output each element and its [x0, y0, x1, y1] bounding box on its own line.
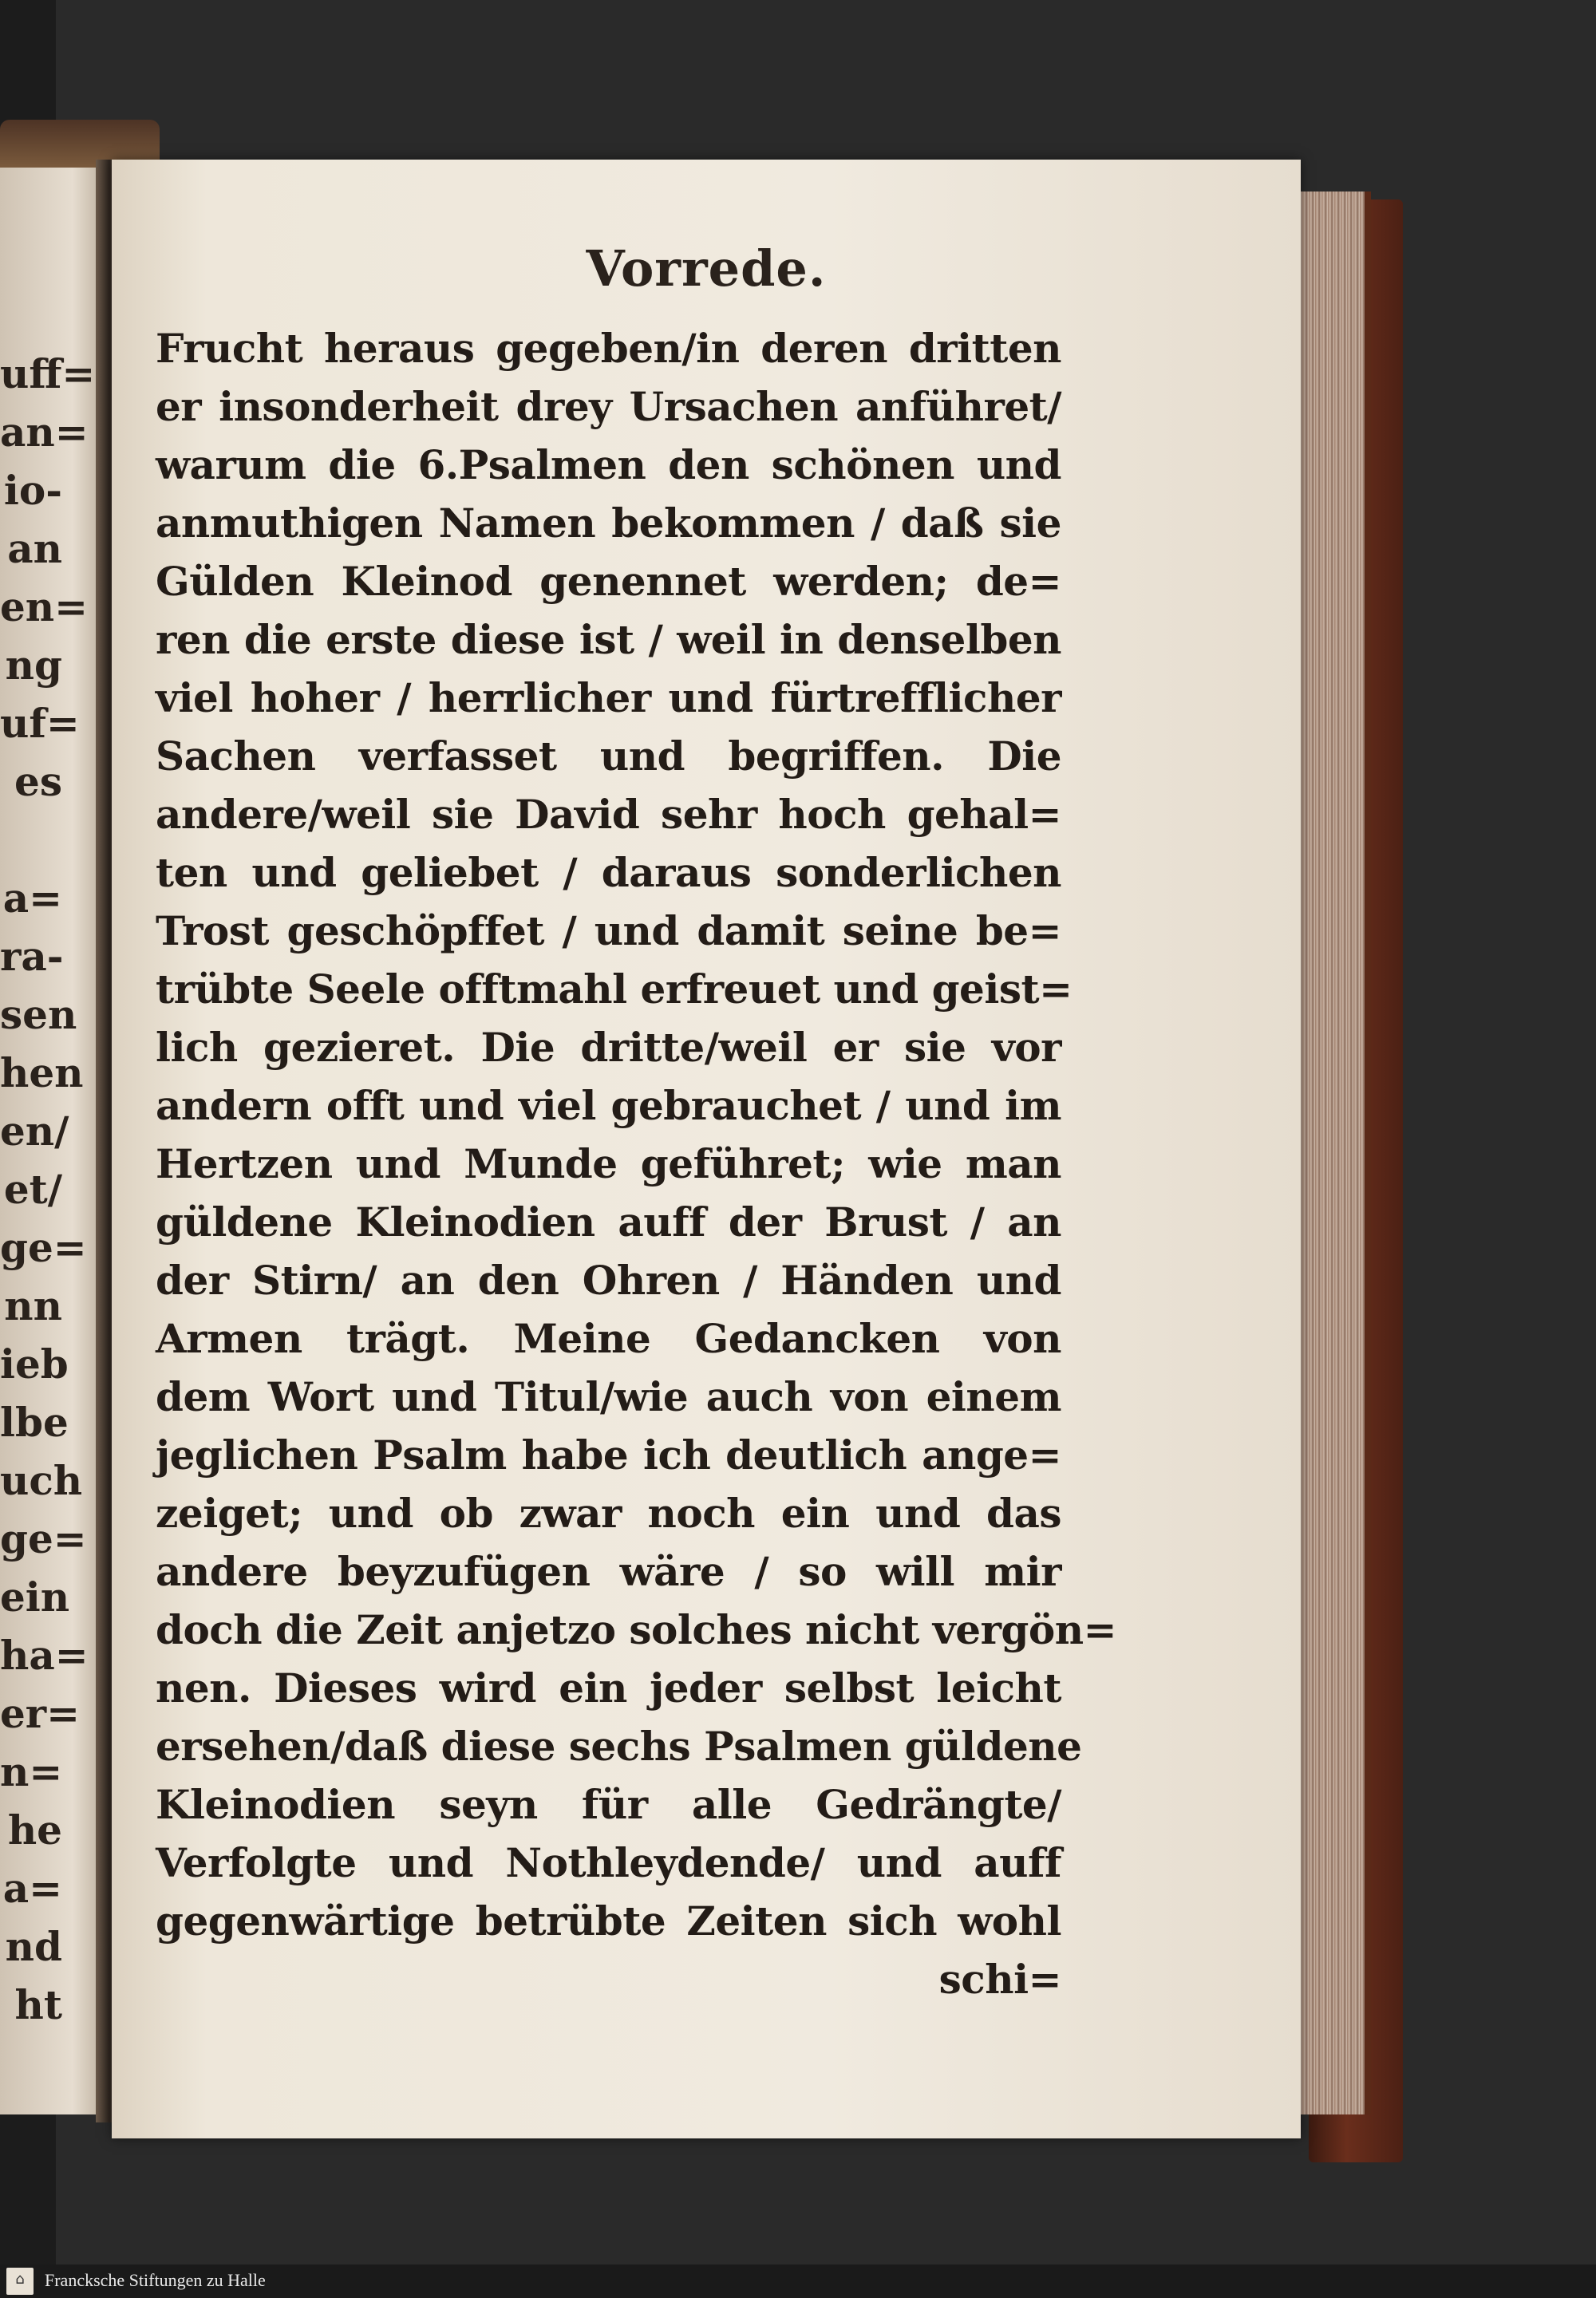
fragment-line: ra- [0, 933, 64, 980]
fragment-line: a= [2, 1865, 62, 1912]
page-body-text [156, 319, 1116, 2008]
left-page-text-fragments [0, 345, 96, 2034]
fragment-line: hen [0, 1049, 84, 1096]
text-line: Hertzen und Munde geführet; wie man [156, 1140, 1061, 1187]
fragment-line: ein [0, 1573, 70, 1621]
text-line: ten und geliebet / daraus sonderlichen [156, 849, 1061, 896]
fragment-line: uff= [0, 350, 96, 397]
text-line: lich gezieret. Die dritte/weil er sie vor [156, 1024, 1061, 1071]
fragment-line: uch [0, 1457, 83, 1504]
fragment-line: an= [0, 409, 89, 456]
fragment-line: nd [5, 1923, 62, 1970]
left-page [0, 168, 104, 2114]
text-line: warum die 6.Psalmen den schönen und [156, 441, 1061, 488]
text-line: trübte Seele offtmahl erfreuet und geist= [156, 965, 1073, 1013]
fragment-line: an [7, 525, 62, 572]
logo-emblem-icon: ⌂ [15, 2271, 25, 2288]
fragment-line: uf= [0, 700, 80, 747]
text-line: Sachen verfasset und begriffen. Die [156, 732, 1061, 780]
footer-credit: Francksche Stiftungen zu Halle [45, 2270, 266, 2290]
fragment-line: io- [3, 467, 62, 514]
page-title: Vorrede. [586, 239, 827, 298]
text-line: andern offt und viel gebrauchet / und im [156, 1082, 1061, 1129]
text-line: ren die erste diese ist / weil in denselben [156, 616, 1061, 663]
fragment-line: ieb [0, 1340, 69, 1388]
fragment-line: ge= [0, 1515, 87, 1562]
text-line: zeiget; und ob zwar noch ein und das [156, 1490, 1061, 1537]
fragment-line [0, 811, 62, 869]
text-line: Verfolgte und Nothleydende/ und auff [156, 1839, 1061, 1886]
fragment-line: er= [0, 1690, 81, 1737]
text-line: doch die Zeit anjetzo solches nicht vergön= [156, 1606, 1116, 1653]
text-line: jeglichen Psalm habe ich deutlich ange= [156, 1431, 1061, 1479]
catchword: schi= [938, 1956, 1061, 2003]
text-line: er insonderheit drey Ursachen anführet/ [156, 383, 1061, 430]
fragment-line: en= [0, 583, 89, 630]
text-line: viel hoher / herrlicher und fürtrefflicher [156, 674, 1061, 721]
text-line: anmuthigen Namen bekommen / daß sie [156, 499, 1061, 547]
text-line: güldene Kleinodien auff der Brust / an [156, 1198, 1061, 1246]
fragment-line: ha= [0, 1632, 89, 1679]
fragment-line: ge= [0, 1224, 87, 1271]
text-line: ersehen/daß diese sechs Psalmen güldene [156, 1723, 1082, 1770]
text-line: Armen trägt. Meine Gedancken von [156, 1315, 1061, 1362]
fragment-line: ht [14, 1981, 62, 2028]
fragment-line: lbe [0, 1399, 69, 1446]
text-line: Gülden Kleinod genennet werden; de= [156, 558, 1061, 605]
fragment-line: he [7, 1806, 62, 1854]
fragment-line: en/ [0, 1108, 69, 1155]
text-line: Frucht heraus gegeben/in deren dritten [156, 325, 1061, 372]
text-line: der Stirn/ an den Ohren / Händen und [156, 1257, 1061, 1304]
text-line: Trost geschöpffet / und damit seine be= [156, 907, 1061, 954]
text-line: nen. Dieses wird ein jeder selbst leicht [156, 1664, 1061, 1712]
fragment-line: ng [5, 642, 62, 689]
text-line: andere/weil sie David sehr hoch gehal= [156, 791, 1061, 838]
text-line: gegenwärtige betrübte Zeiten sich wohl [156, 1897, 1061, 1945]
text-line: andere beyzufügen wäre / so will mir [156, 1548, 1061, 1595]
fragment-line: a= [2, 875, 62, 922]
fragment-line: sen [0, 991, 77, 1038]
fragment-line: et/ [3, 1166, 62, 1213]
text-line: dem Wort und Titul/wie auch von einem [156, 1373, 1061, 1420]
fragment-line: es [14, 758, 62, 805]
text-line: Kleinodien seyn für alle Gedrängte/ [156, 1781, 1061, 1828]
fragment-line: nn [4, 1282, 62, 1329]
fragment-line: n= [0, 1748, 63, 1795]
